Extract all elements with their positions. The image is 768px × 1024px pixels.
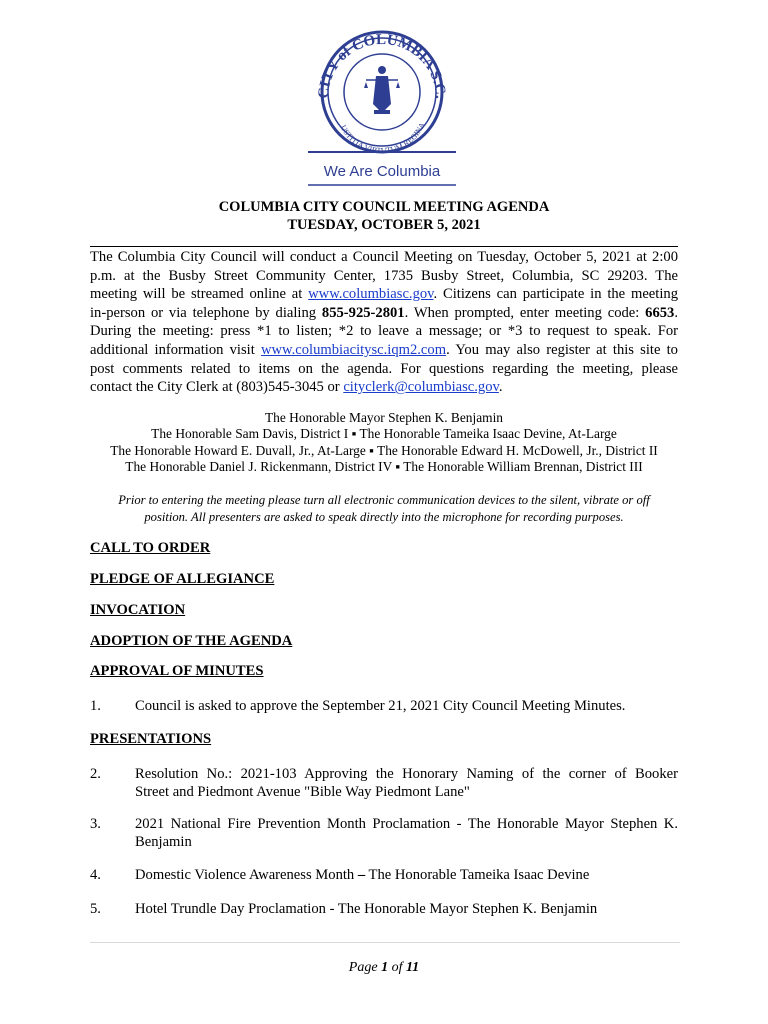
section-minutes: APPROVAL OF MINUTES bbox=[90, 663, 264, 679]
member-line: The Honorable Howard E. Duvall, Jr., At-Large ▪ The Honorable Edward H. McDowell, Jr., District II bbox=[110, 442, 658, 458]
agenda-date: TUESDAY, OCTOBER 5, 2021 bbox=[287, 217, 481, 233]
item-number: 4. bbox=[90, 867, 101, 883]
intro-line: additional information visit www.columbiacitysc.iqm2.com. You may also register at this site to bbox=[90, 341, 678, 358]
section-invocation: INVOCATION bbox=[90, 602, 186, 618]
city-seal-logo bbox=[304, 30, 460, 186]
intro-line: in-person or via telephone by dialing 855-925-2801. When prompted, enter meeting code: 6653. bbox=[90, 304, 678, 321]
item-number: 2. bbox=[90, 766, 101, 782]
clerk-email-link[interactable]: cityclerk@columbiasc.gov bbox=[343, 379, 499, 396]
intro-line: During the meeting: press *1 to listen; *2 to leave a message; or *3 to request to speak. For bbox=[90, 323, 678, 340]
website-link[interactable]: www.columbiasc.gov bbox=[308, 286, 434, 303]
section-adoption: ADOPTION OF THE AGENDA bbox=[90, 633, 293, 649]
device-notice bbox=[0, 492, 768, 526]
section-presentations: PRESENTATIONS bbox=[90, 731, 212, 747]
item-number: 3. bbox=[90, 816, 101, 832]
seal-arc-text: CITY of COLUMBIA S.C. bbox=[315, 31, 449, 100]
intro-line: p.m. at the Busby Street Community Center, 1735 Busby Street, Columbia, SC 29203. The bbox=[90, 267, 678, 284]
notice-line: Prior to entering the meeting please turn all electronic communication devices to the silent, vibrate or off bbox=[118, 493, 650, 507]
footer-divider bbox=[90, 942, 680, 943]
intro-line: post comments related to items on the agenda. For questions regarding the meeting, please bbox=[90, 360, 678, 377]
mayor-line: The Honorable Mayor Stephen K. Benjamin bbox=[265, 410, 503, 425]
item-text: Street and Piedmont Avenue "Bible Way Piedmont Lane" bbox=[135, 784, 470, 800]
council-members bbox=[0, 410, 768, 476]
justice-figure-icon bbox=[364, 66, 400, 114]
intro-line: meeting will be streamed online at www.columbiasc.gov. Citizens can participate in the meeting bbox=[90, 286, 678, 303]
item-text: Benjamin bbox=[135, 834, 192, 850]
agenda-title: COLUMBIA CITY COUNCIL MEETING AGENDA bbox=[218, 199, 550, 215]
item-text: Council is asked to approve the September 21, 2021 City Council Meeting Minutes. bbox=[135, 698, 626, 714]
member-line: The Honorable Daniel J. Rickenmann, District IV ▪ The Honorable William Brennan, District III bbox=[125, 459, 643, 475]
item-number: 1. bbox=[90, 698, 101, 714]
intro-line: contact the City Clerk at (803)545-3045 or cityclerk@columbiasc.gov. bbox=[90, 379, 503, 396]
section-pledge: PLEDGE OF ALLEGIANCE bbox=[90, 571, 275, 587]
item-number: 5. bbox=[90, 901, 101, 917]
page-number: 1 bbox=[381, 960, 389, 975]
seal-icon bbox=[304, 30, 460, 186]
item-text: 2021 National Fire Prevention Month Proclamation - The Honorable Mayor Stephen K. bbox=[135, 816, 678, 832]
item-text: Resolution No.: 2021-103 Approving the Honorary Naming of the corner of Booker bbox=[135, 766, 678, 782]
intro-paragraph bbox=[90, 248, 678, 397]
item-text: Hotel Trundle Day Proclamation - The Honorable Mayor Stephen K. Benjamin bbox=[135, 901, 598, 917]
meeting-code: 6653 bbox=[645, 304, 675, 321]
page-total: 11 bbox=[405, 960, 420, 975]
item-text: Domestic Violence Awareness Month – The Honorable Tameika Isaac Devine bbox=[135, 867, 590, 883]
member-line: The Honorable Sam Davis, District I ▪ The Honorable Tameika Isaac Devine, At-Large bbox=[151, 426, 617, 442]
title-divider bbox=[90, 246, 678, 247]
phone-number: 855-925-2801 bbox=[321, 304, 405, 321]
iqm2-link[interactable]: www.columbiacitysc.iqm2.com bbox=[260, 341, 447, 358]
page-footer: Page 1 of 11 bbox=[348, 960, 420, 975]
seal-motto: USTITIA VIRTUTUM REGINA bbox=[338, 121, 427, 156]
notice-line: position. All presenters are asked to speak directly into the microphone for recording purposes. bbox=[144, 510, 624, 524]
intro-line: The Columbia City Council will conduct a Council Meeting on Tuesday, October 5, 2021 at 2:00 bbox=[90, 249, 678, 265]
seal-tagline: We Are Columbia bbox=[323, 163, 441, 180]
section-call-to-order: CALL TO ORDER bbox=[90, 540, 211, 556]
